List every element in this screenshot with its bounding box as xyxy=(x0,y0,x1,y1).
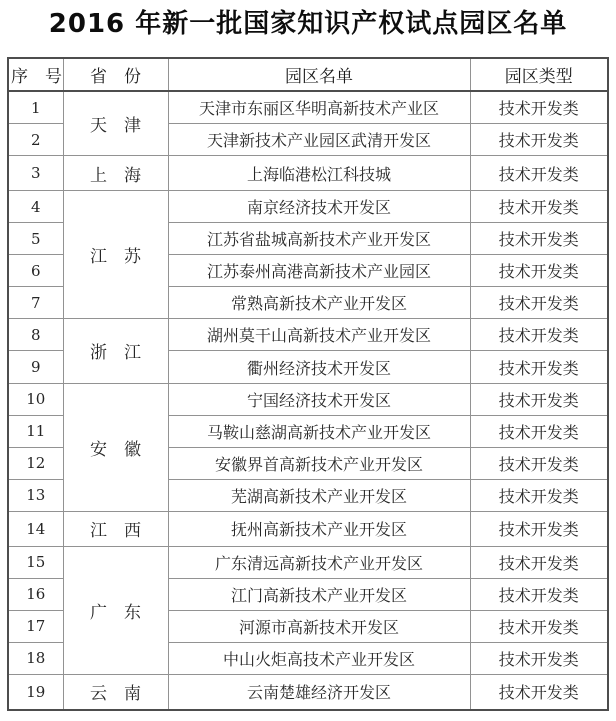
province-cell: 江 苏 xyxy=(63,191,168,319)
table-row xyxy=(8,674,608,710)
header-row xyxy=(8,58,608,91)
row-number-cell: 1 xyxy=(8,91,63,124)
row-number-cell: 16 xyxy=(8,578,63,610)
row-number-cell: 8 xyxy=(8,319,63,351)
park-type-cell: 技术开发类 xyxy=(470,223,608,255)
park-name-cell: 江苏泰州高港高新技术产业园区 xyxy=(168,255,470,287)
park-list-table xyxy=(7,57,609,711)
province-cell: 上 海 xyxy=(63,156,168,191)
park-name-cell: 马鞍山慈湖高新技术产业开发区 xyxy=(168,415,470,447)
row-number-cell: 2 xyxy=(8,124,63,156)
park-name-cell: 安徽界首高新技术产业开发区 xyxy=(168,447,470,479)
header-cell-no: 序 号 xyxy=(8,58,63,91)
park-type-cell: 技术开发类 xyxy=(470,124,608,156)
table-row xyxy=(8,191,608,223)
park-name-cell: 南京经济技术开发区 xyxy=(168,191,470,223)
park-type-cell: 技术开发类 xyxy=(470,383,608,415)
row-number-cell: 13 xyxy=(8,479,63,511)
row-number-cell: 17 xyxy=(8,610,63,642)
park-type-cell: 技术开发类 xyxy=(470,255,608,287)
park-type-cell: 技术开发类 xyxy=(470,642,608,674)
park-name-cell: 江门高新技术产业开发区 xyxy=(168,578,470,610)
park-name-cell: 宁国经济技术开发区 xyxy=(168,383,470,415)
park-name-cell: 天津市东丽区华明高新技术产业区 xyxy=(168,91,470,124)
park-name-cell: 上海临港松江科技城 xyxy=(168,156,470,191)
park-type-cell: 技术开发类 xyxy=(470,319,608,351)
park-name-cell: 天津新技术产业园区武清开发区 xyxy=(168,124,470,156)
row-number-cell: 9 xyxy=(8,351,63,383)
row-number-cell: 19 xyxy=(8,674,63,710)
park-name-cell: 河源市高新技术开发区 xyxy=(168,610,470,642)
province-cell: 江 西 xyxy=(63,511,168,546)
row-number-cell: 7 xyxy=(8,287,63,319)
park-type-cell: 技术开发类 xyxy=(470,546,608,578)
table-row xyxy=(8,546,608,578)
row-number-cell: 5 xyxy=(8,223,63,255)
park-type-cell: 技术开发类 xyxy=(470,479,608,511)
park-type-cell: 技术开发类 xyxy=(470,511,608,546)
park-type-cell: 技术开发类 xyxy=(470,447,608,479)
park-name-cell: 广东清远高新技术产业开发区 xyxy=(168,546,470,578)
table-row xyxy=(8,511,608,546)
row-number-cell: 4 xyxy=(8,191,63,223)
header-cell-type: 园区类型 xyxy=(470,58,608,91)
park-type-cell: 技术开发类 xyxy=(470,610,608,642)
table-body xyxy=(8,91,608,710)
park-type-cell: 技术开发类 xyxy=(470,191,608,223)
table-row xyxy=(8,319,608,351)
table-row xyxy=(8,383,608,415)
park-name-cell: 湖州莫干山高新技术产业开发区 xyxy=(168,319,470,351)
park-type-cell: 技术开发类 xyxy=(470,578,608,610)
row-number-cell: 10 xyxy=(8,383,63,415)
park-type-cell: 技术开发类 xyxy=(470,674,608,710)
row-number-cell: 14 xyxy=(8,511,63,546)
park-type-cell: 技术开发类 xyxy=(470,156,608,191)
park-name-cell: 江苏省盐城高新技术产业开发区 xyxy=(168,223,470,255)
page-title: 2016 年新一批国家知识产权试点园区名单 xyxy=(48,9,568,39)
row-number-cell: 3 xyxy=(8,156,63,191)
table-row xyxy=(8,91,608,124)
header-cell-province: 省 份 xyxy=(63,58,168,91)
province-cell: 天 津 xyxy=(63,91,168,156)
park-type-cell: 技术开发类 xyxy=(470,351,608,383)
park-name-cell: 抚州高新技术产业开发区 xyxy=(168,511,470,546)
park-name-cell: 云南楚雄经济开发区 xyxy=(168,674,470,710)
table-row xyxy=(8,156,608,191)
row-number-cell: 11 xyxy=(8,415,63,447)
table-header xyxy=(8,58,608,91)
row-number-cell: 18 xyxy=(8,642,63,674)
province-cell: 广 东 xyxy=(63,546,168,674)
row-number-cell: 6 xyxy=(8,255,63,287)
header-cell-park: 园区名单 xyxy=(168,58,470,91)
province-cell: 云 南 xyxy=(63,674,168,710)
park-type-cell: 技术开发类 xyxy=(470,287,608,319)
park-name-cell: 衢州经济技术开发区 xyxy=(168,351,470,383)
park-name-cell: 芜湖高新技术产业开发区 xyxy=(168,479,470,511)
park-name-cell: 常熟高新技术产业开发区 xyxy=(168,287,470,319)
row-number-cell: 15 xyxy=(8,546,63,578)
park-type-cell: 技术开发类 xyxy=(470,415,608,447)
park-type-cell: 技术开发类 xyxy=(470,91,608,124)
park-name-cell: 中山火炬高技术产业开发区 xyxy=(168,642,470,674)
province-cell: 安 徽 xyxy=(63,383,168,511)
row-number-cell: 12 xyxy=(8,447,63,479)
province-cell: 浙 江 xyxy=(63,319,168,383)
